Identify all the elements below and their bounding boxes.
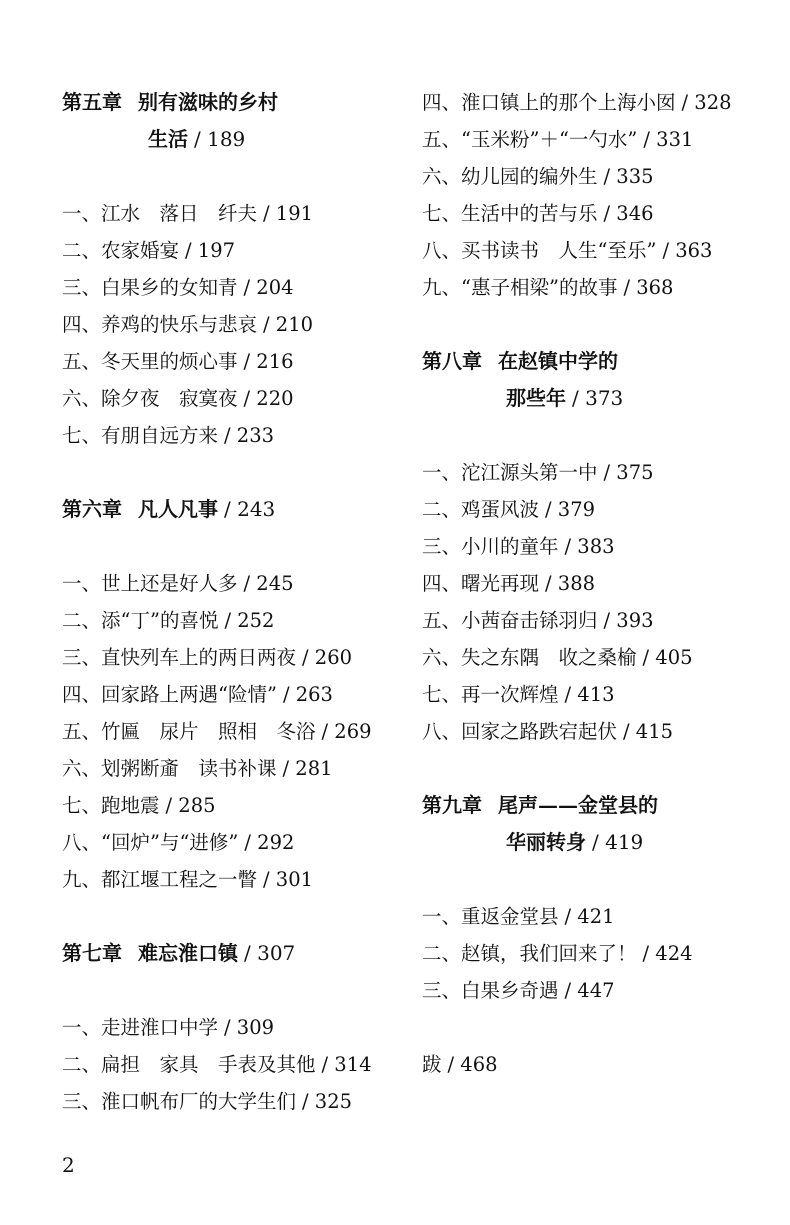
- spacer: [62, 972, 402, 1009]
- entry-page: / 245: [243, 572, 294, 595]
- chapter-page: / 307: [244, 941, 296, 965]
- toc-entry: [62, 195, 402, 232]
- entry-title: 一、重返金堂县: [422, 905, 559, 928]
- spacer: [62, 528, 402, 565]
- entry-title: 二、添“丁”的喜悦: [62, 609, 219, 632]
- entry-page: / 375: [603, 461, 654, 484]
- entry-title: 八、买书读书 人生“至乐”: [422, 239, 657, 262]
- entry-title: 一、沱江源头第一中: [422, 461, 598, 484]
- toc-entry: [422, 269, 767, 306]
- entry-title: 三、小川的童年: [422, 535, 559, 558]
- entry-page: / 363: [662, 239, 713, 262]
- entry-page: / 285: [165, 794, 216, 817]
- entry-page: / 415: [623, 720, 674, 743]
- entry-page: / 468: [447, 1053, 498, 1076]
- entry-title: 五、小茜奋击铩羽归: [422, 609, 598, 632]
- entry-page: / 204: [243, 276, 294, 299]
- toc-entry: [422, 121, 767, 158]
- entry-page: / 328: [681, 91, 732, 114]
- entry-title: 三、白果乡的女知青: [62, 276, 238, 299]
- entry-page: / 233: [224, 424, 275, 447]
- spacer: [62, 898, 402, 935]
- toc-entry: [422, 491, 767, 528]
- entry-title: 六、划粥断齑 读书补课: [62, 757, 277, 780]
- chapter-title-continuation: 华丽转身: [506, 830, 586, 854]
- entry-page: / 325: [302, 1090, 353, 1113]
- entry-page: / 197: [185, 239, 236, 262]
- entry-page: / 424: [642, 942, 693, 965]
- toc-entry: [62, 713, 402, 750]
- entry-page: / 314: [321, 1053, 372, 1076]
- entry-page: / 331: [643, 128, 694, 151]
- entry-page: / 191: [263, 202, 314, 225]
- entry-page: / 210: [263, 313, 314, 336]
- chapter-heading: [422, 787, 767, 861]
- entry-page: / 252: [224, 609, 275, 632]
- entry-page: / 216: [243, 350, 294, 373]
- toc-entry: [422, 935, 767, 972]
- entry-page: / 383: [564, 535, 615, 558]
- chapter-heading: [62, 491, 402, 528]
- toc-entry: [422, 1046, 767, 1083]
- toc-entry: [422, 528, 767, 565]
- chapter-title: 别有滋味的乡村: [138, 90, 278, 114]
- toc-entry: [62, 1083, 402, 1120]
- toc-entry: [62, 787, 402, 824]
- entry-title: 跋: [422, 1053, 442, 1076]
- chapter-number: 第七章: [62, 941, 122, 965]
- entry-page: / 405: [642, 646, 693, 669]
- toc-right-column: [422, 84, 767, 1083]
- toc-entry: [62, 824, 402, 861]
- chapter-title: 凡人凡事: [138, 497, 218, 521]
- entry-page: / 368: [623, 276, 674, 299]
- toc-entry: [62, 861, 402, 898]
- chapter-page: / 419: [592, 830, 644, 854]
- toc-entry: [62, 565, 402, 602]
- spacer: [422, 1009, 767, 1046]
- chapter-title: 尾声——金堂县的: [498, 793, 658, 817]
- entry-title: 七、有朋自远方来: [62, 424, 219, 447]
- toc-entry: [62, 417, 402, 454]
- toc-entry: [62, 343, 402, 380]
- entry-page: / 269: [321, 720, 372, 743]
- toc-entry: [62, 269, 402, 306]
- spacer: [422, 750, 767, 787]
- entry-page: / 413: [564, 683, 615, 706]
- toc-entry: [422, 232, 767, 269]
- toc-entry: [422, 195, 767, 232]
- chapter-number: 第八章: [422, 349, 482, 373]
- entry-page: / 335: [603, 165, 654, 188]
- chapter-title: 在赵镇中学的: [498, 349, 618, 373]
- entry-title: 三、直快列车上的两日两夜: [62, 646, 297, 669]
- entry-title: 六、除夕夜 寂寞夜: [62, 387, 238, 410]
- entry-title: 六、幼儿园的编外生: [422, 165, 598, 188]
- entry-title: 七、生活中的苦与乐: [422, 202, 598, 225]
- toc-entry: [62, 380, 402, 417]
- chapter-title-continuation: 生活: [148, 127, 188, 151]
- entry-title: 三、白果乡奇遇: [422, 979, 559, 1002]
- entry-title: 一、走进淮口中学: [62, 1016, 219, 1039]
- chapter-heading: [422, 343, 767, 417]
- entry-title: 二、赵镇，我们回来了！: [422, 942, 637, 965]
- entry-title: 四、回家路上两遇“险情”: [62, 683, 277, 706]
- entry-title: 五、竹匾 尿片 照相 冬浴: [62, 720, 316, 743]
- spacer: [422, 861, 767, 898]
- entry-title: 六、失之东隅 收之桑榆: [422, 646, 637, 669]
- entry-title: 二、鸡蛋风波: [422, 498, 540, 521]
- entry-title: 四、淮口镇上的那个上海小囡: [422, 91, 676, 114]
- entry-title: 一、世上还是好人多: [62, 572, 238, 595]
- entry-page: / 220: [243, 387, 294, 410]
- entry-title: 一、江水 落日 纤夫: [62, 202, 258, 225]
- toc-entry: [422, 898, 767, 935]
- entry-page: / 388: [545, 572, 596, 595]
- entry-title: 二、扁担 家具 手表及其他: [62, 1053, 316, 1076]
- entry-page: / 421: [564, 905, 615, 928]
- chapter-number: 第九章: [422, 793, 482, 817]
- entry-page: / 281: [282, 757, 333, 780]
- entry-title: 七、跑地震: [62, 794, 160, 817]
- entry-page: / 379: [545, 498, 596, 521]
- chapter-page: / 243: [224, 497, 276, 521]
- entry-title: 四、曙光再现: [422, 572, 540, 595]
- chapter-heading: [62, 84, 402, 158]
- chapter-page: / 189: [194, 127, 246, 151]
- toc-entry: [62, 1009, 402, 1046]
- entry-page: / 260: [302, 646, 353, 669]
- entry-page: / 447: [564, 979, 615, 1002]
- spacer: [422, 417, 767, 454]
- toc-entry: [62, 676, 402, 713]
- toc-entry: [422, 602, 767, 639]
- entry-title: 九、都江堰工程之一瞥: [62, 868, 258, 891]
- entry-title: 九、“惠子相梁”的故事: [422, 276, 618, 299]
- chapter-title: 难忘淮口镇: [138, 941, 238, 965]
- entry-title: 八、回家之路跌宕起伏: [422, 720, 618, 743]
- page-number: 2: [62, 1153, 75, 1177]
- entry-page: / 301: [263, 868, 314, 891]
- entry-title: 五、冬天里的烦心事: [62, 350, 238, 373]
- entry-page: / 346: [603, 202, 654, 225]
- toc-entry: [422, 158, 767, 195]
- entry-title: 三、淮口帆布厂的大学生们: [62, 1090, 297, 1113]
- entry-page: / 292: [244, 831, 295, 854]
- chapter-number: 第六章: [62, 497, 122, 521]
- chapter-number: 第五章: [62, 90, 122, 114]
- toc-entry: [422, 84, 767, 121]
- toc-entry: [422, 565, 767, 602]
- spacer: [422, 306, 767, 343]
- entry-page: / 263: [282, 683, 333, 706]
- entry-title: 四、养鸡的快乐与悲哀: [62, 313, 258, 336]
- entry-title: 八、“回炉”与“进修”: [62, 831, 239, 854]
- entry-title: 二、农家婚宴: [62, 239, 180, 262]
- toc-entry: [422, 639, 767, 676]
- entry-title: 五、“玉米粉”＋“一勺水”: [422, 128, 638, 151]
- toc-entry: [422, 454, 767, 491]
- chapter-title-continuation: 那些年: [506, 386, 566, 410]
- spacer: [62, 454, 402, 491]
- toc-entry: [422, 972, 767, 1009]
- toc-entry: [62, 232, 402, 269]
- toc-entry: [62, 602, 402, 639]
- entry-page: / 309: [224, 1016, 275, 1039]
- toc-entry: [62, 750, 402, 787]
- entry-page: / 393: [603, 609, 654, 632]
- toc-entry: [422, 713, 767, 750]
- toc-entry: [62, 306, 402, 343]
- chapter-heading: [62, 935, 402, 972]
- toc-entry: [422, 676, 767, 713]
- toc-entry: [62, 1046, 402, 1083]
- toc-entry: [62, 639, 402, 676]
- entry-title: 七、再一次辉煌: [422, 683, 559, 706]
- chapter-page: / 373: [572, 386, 624, 410]
- toc-left-column: [62, 84, 402, 1120]
- spacer: [62, 158, 402, 195]
